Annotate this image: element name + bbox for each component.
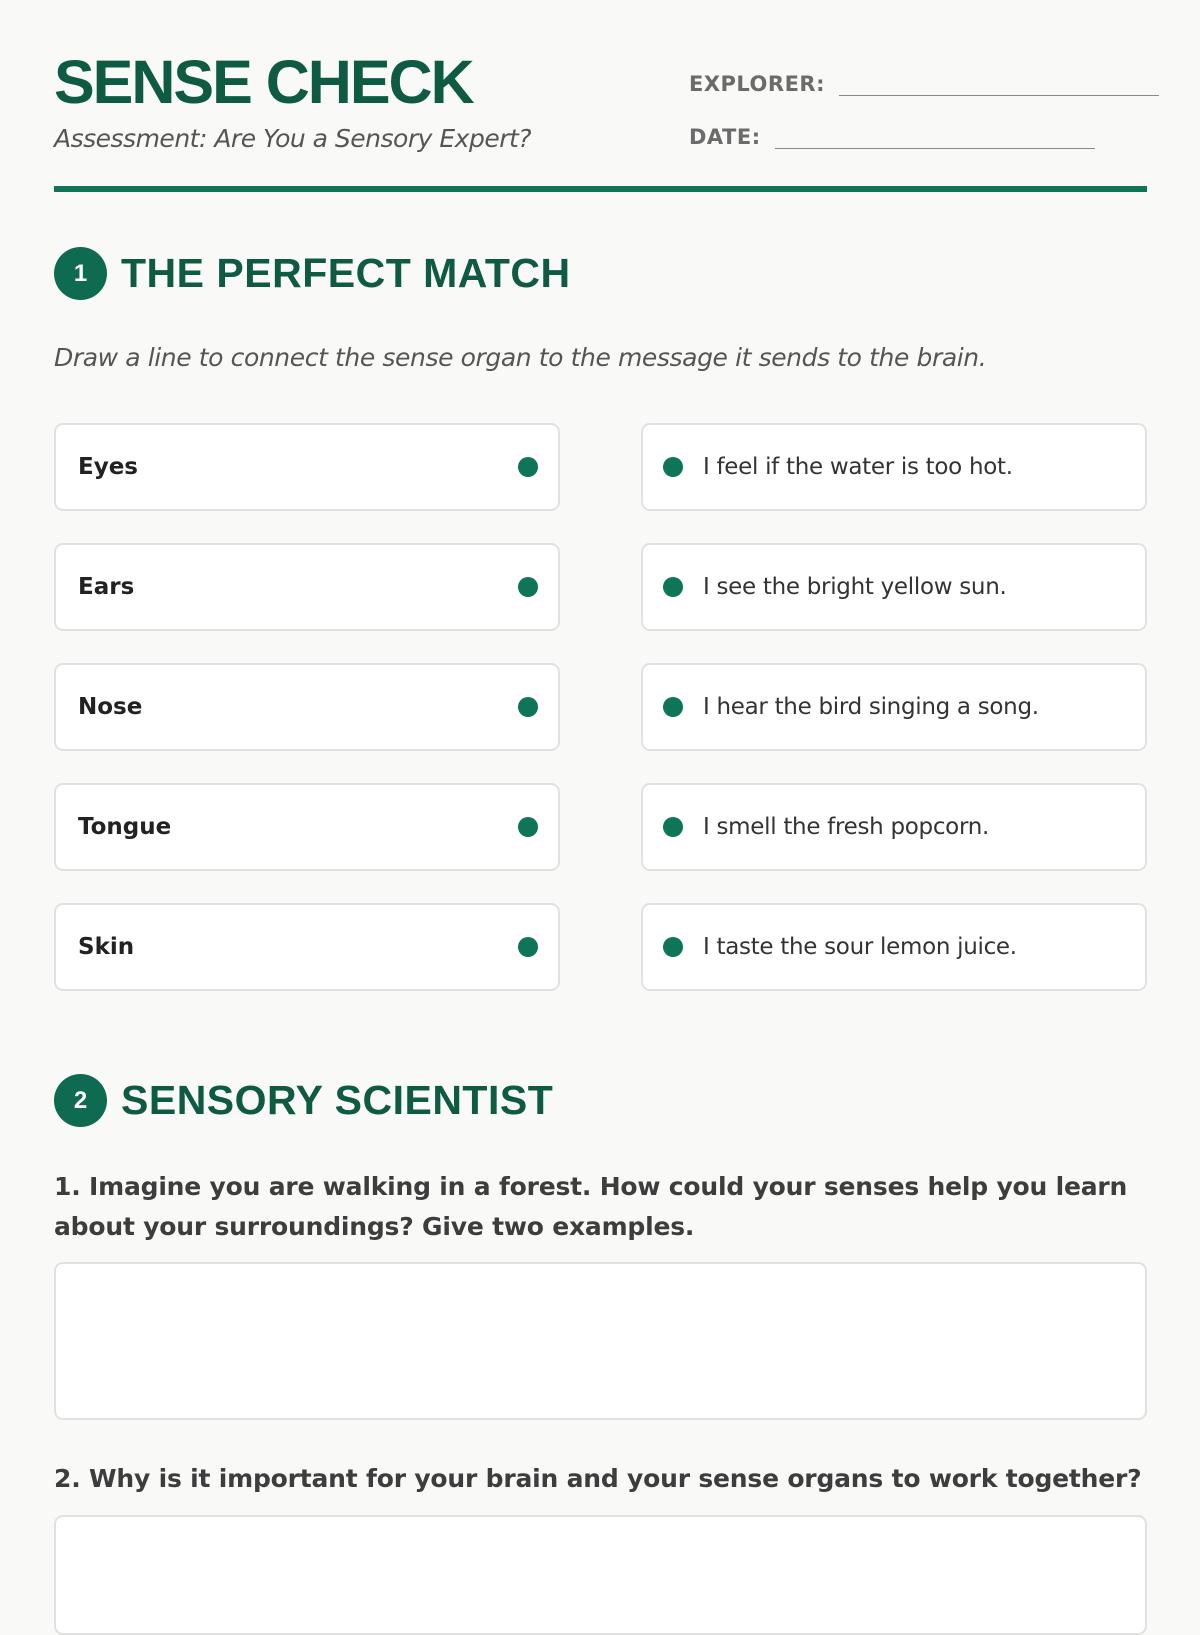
message-text: I taste the sour lemon juice. [703,934,1017,960]
section-1-title: THE PERFECT MATCH [121,250,571,296]
message-box [641,663,1147,751]
message-text: I see the bright yellow sun. [703,574,1007,600]
connector-dot-icon[interactable] [663,457,683,477]
connector-dot-icon[interactable] [663,697,683,717]
answer-box-2[interactable] [54,1515,1147,1635]
date-label: DATE: [689,125,761,149]
section-1-heading [54,247,571,300]
explorer-field [689,72,1159,96]
organ-label: Tongue [78,814,172,840]
organ-label: Eyes [78,454,138,480]
question-2: 2. Why is it important for your brain and your sense organs to work together? [54,1464,1142,1493]
answer-box-1[interactable] [54,1262,1147,1420]
header-divider [54,186,1147,192]
connector-dot-icon[interactable] [663,817,683,837]
message-text: I hear the bird singing a song. [703,694,1039,720]
connector-dot-icon[interactable] [663,937,683,957]
question-1: 1. Imagine you are walking in a forest. How could your senses help you learn about your surroundings? Give two examples. [54,1172,1128,1241]
message-box [641,903,1147,991]
section-2-title: SENSORY SCIENTIST [121,1077,554,1123]
message-box [641,783,1147,871]
explorer-label: EXPLORER: [689,72,825,96]
connector-dot-icon[interactable] [663,577,683,597]
organ-box [54,663,560,751]
worksheet-page [54,0,1147,1493]
organ-label: Nose [78,694,143,720]
worksheet-subtitle: Assessment: Are You a Sensory Expert? [54,124,532,153]
section-2-number-badge: 2 [54,1074,107,1127]
message-box [641,423,1147,511]
organ-box [54,423,560,511]
organ-box [54,783,560,871]
organ-box [54,543,560,631]
header [54,0,1147,190]
connector-dot-icon[interactable] [518,937,538,957]
section-1-instructions: Draw a line to connect the sense organ to the message it sends to the brain. [54,343,987,372]
organ-label: Ears [78,574,135,600]
connector-dot-icon[interactable] [518,697,538,717]
organ-label: Skin [78,934,135,960]
connector-dot-icon[interactable] [518,817,538,837]
connector-dot-icon[interactable] [518,457,538,477]
section-2-heading [54,1074,553,1127]
connector-dot-icon[interactable] [518,577,538,597]
message-text: I smell the fresh popcorn. [703,814,989,840]
explorer-blank-line[interactable] [839,93,1159,96]
message-box [641,543,1147,631]
worksheet-title: SENSE CHECK [54,48,473,116]
message-text: I feel if the water is too hot. [703,454,1013,480]
section-1-number-badge: 1 [54,247,107,300]
organ-box [54,903,560,991]
date-field [689,125,1095,149]
date-blank-line[interactable] [775,146,1095,149]
